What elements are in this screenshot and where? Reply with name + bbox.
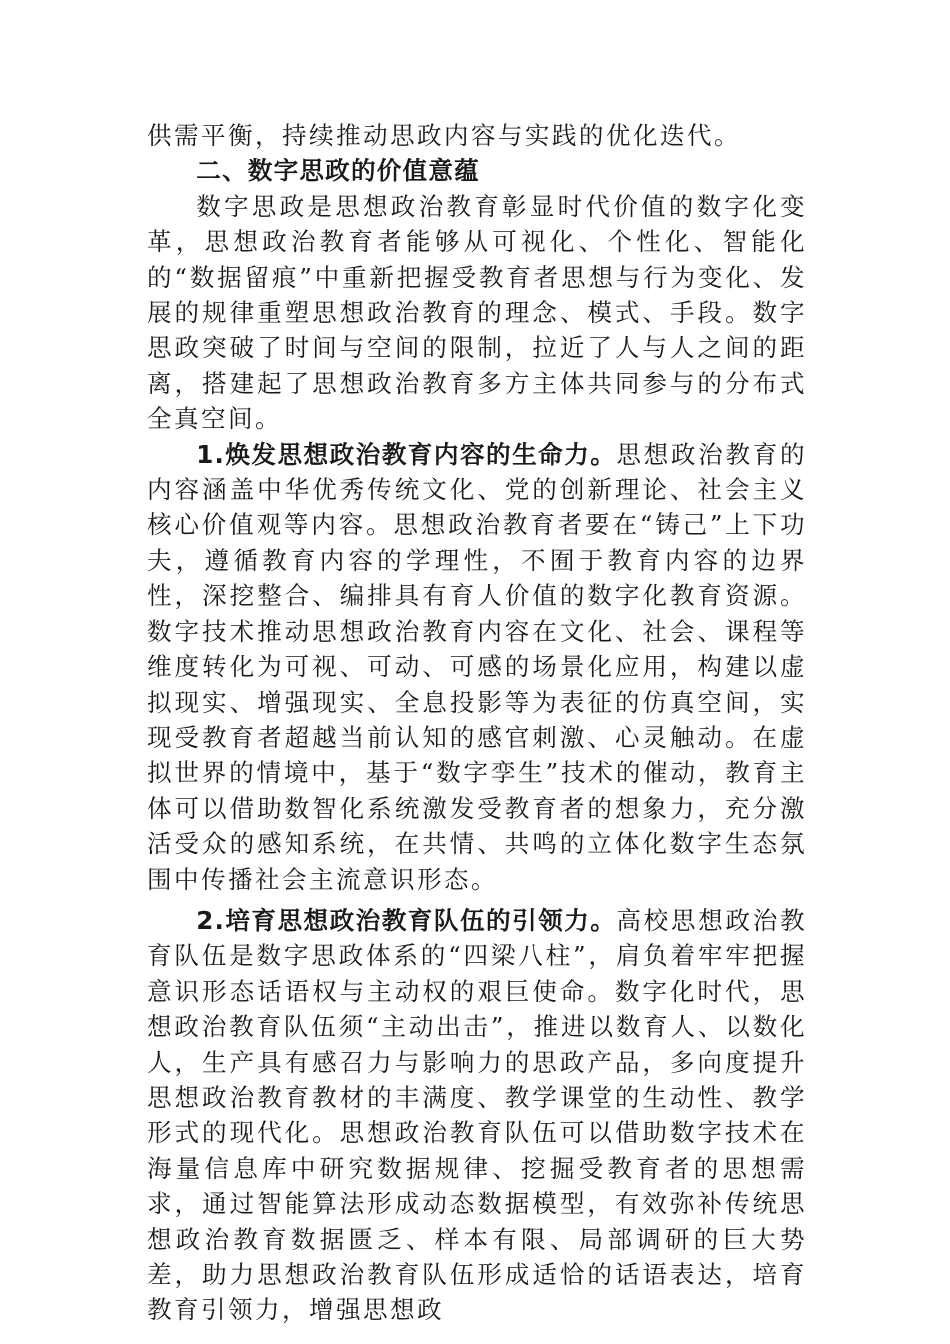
paragraph-lead-2: 2.培育思想政治教育队伍的引领力。: [196, 905, 617, 935]
section-heading: 二、数字思政的价值意蕴: [196, 156, 480, 186]
paragraph-body-2: 高校思想政治教育队伍是数字思政体系的“四梁八柱”，肩负着牢牢把握意识形态话语权与主动权的艰巨使命。数字化时代，思想政治教育队伍须“主动出击”，推进以数育人、以数化人，生产具有感召力与影响力的思政产品，多向度提升思想政治教育教材的丰满度、教学课堂的生动性、教学形式的现代化。思想政治教育队伍可以借助数字技术在海量信息库中研究数据规律、挖掘受教育者的思想需求，通过智能算法形成动态数据模型，有效弥补传统思想政治教育数据匮乏、样本有限、局部调研的巨大势差，助力思想政治教育队伍形成适恰的话语表达，培育教育引领力，增强思想政: [147, 905, 807, 1325]
document-page: [147, 118, 807, 1328]
numbered-paragraph-1: [147, 437, 807, 897]
body-paragraph: 数字思政是思想政治教育彰显时代价值的数字化变革，思想政治教育者能够从可视化、个性化、智能化的“数据留痕”中重新把握受教育者思想与行为变化、发展的规律重塑思想政治教育的理念、模式、手段。数字思政突破了时间与空间的限制，拉近了人与人之间的距离，搭建起了思想政治教育多方主体共同参与的分布式全真空间。: [147, 191, 807, 434]
numbered-paragraph-2: [147, 903, 807, 1328]
paragraph-lead-1: 1.焕发思想政治教育内容的生命力。: [196, 439, 617, 469]
continuation-paragraph: 供需平衡，持续推动思政内容与实践的优化迭代。: [147, 121, 741, 150]
paragraph-body-1: 思想政治教育的内容涵盖中华优秀传统文化、党的创新理论、社会主义核心价值观等内容。思想政治教育者要在“铸己”上下功夫，遵循教育内容的学理性，不囿于教育内容的边界性，深挖整合、编排具有育人价值的数字化教育资源。数字技术推动思想政治教育内容在文化、社会、课程等维度转化为可视、可动、可感的场景化应用，构建以虚拟现实、增强现实、全息投影等为表征的仿真空间，实现受教育者超越当前认知的感官刺激、心灵触动。在虚拟世界的情境中，基于“数字孪生”技术的催动，教育主体可以借助数智化系统激发受教育者的想象力，充分激活受众的感知系统，在共情、共鸣的立体化数字生态氛围中传播社会主流意识形态。: [147, 439, 807, 894]
